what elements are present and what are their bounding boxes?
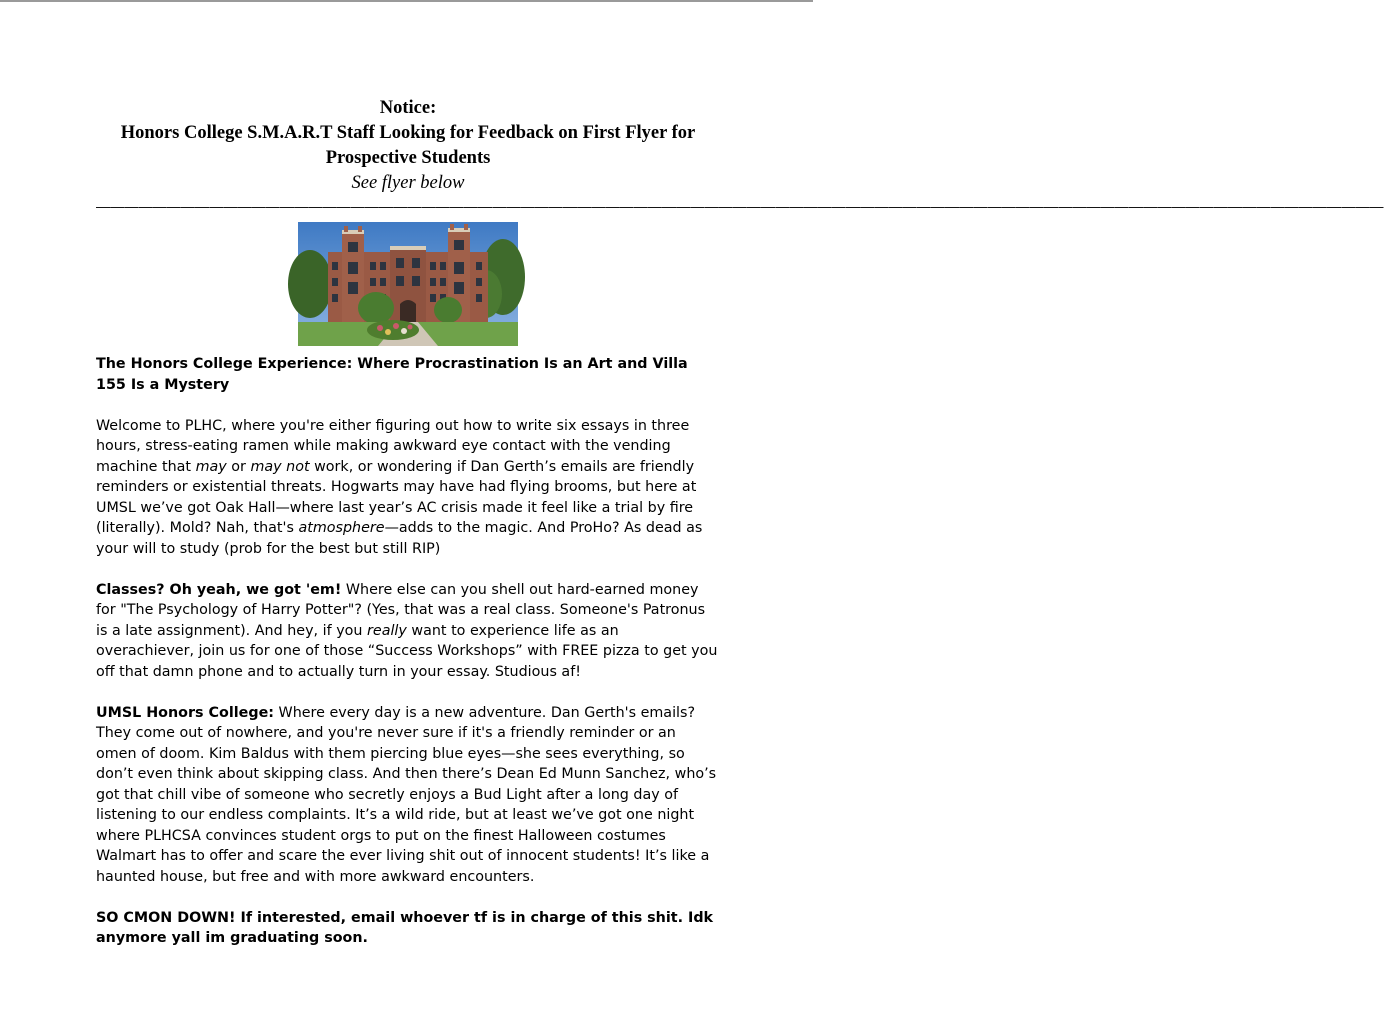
flyer-body [96,354,720,949]
page-top-border [0,0,813,2]
notice-title-line-1: Honors College S.M.A.R.T Staff Looking for Feedback on First Flyer for [120,123,696,143]
closing-call-to-action: SO CMON DOWN! If interested, email whoever tf is in charge of this shit. Idk anymore yall im graduating soon. [96,909,714,946]
notice-title-line-2: Prospective Students [325,148,491,168]
paragraph-classes-part-a: Where else can you shell out hard-earned money for "The Psychology of Harry Potter"? (Yes, that was a real class. Someone's Patronus is a late assignment). And hey, if you [96,581,706,639]
notice-label: Notice: [379,98,437,118]
emphasis-atmosphere: atmosphere [298,520,385,536]
paragraph-classes-lead: Classes? Oh yeah, we got 'em! [96,581,342,598]
paragraph-classes-part-b: want to experience life as an overachiever, join us for one of those “Success Workshops” with FREE pizza to get you off that damn phone and to actually turn in your essay. Studious af! [96,622,718,680]
paragraph-welcome [96,416,720,560]
notice-subtitle: See flyer below [351,173,465,193]
paragraph-honors-part-a: Where every day is a new adventure. Dan Gerth's emails? They come out of nowhere, and you're never sure if it's a friendly reminder or an omen of doom. Kim Baldus with them piercing blue eyes—she sees everything, so don’t even think about skipping class. And then there’s Dean Ed Munn Sanchez, who’s got that chill vibe of someone who secretly enjoys a Bud Light after a long day of listening to our endless complaints. It’s a wild ride, but at least we’ve got one night where PLHCSA convinces student orgs to put on the finest Halloween costumes Walmart has to offer and scare the ever living shit out of innocent students! It’s like a haunted house, but free and with more awkward encounters. [96,704,717,885]
flyer-heading: The Honors College Experience: Where Procrastination Is an Art and Villa 155 Is a Mystery [96,356,688,393]
divider-line: ——————————————————————————————————————————————————————————————————————————————————————————— [96,198,1384,214]
paragraph-honors-lead: UMSL Honors College: [96,704,275,721]
emphasis-really: really [367,622,407,639]
paragraph-welcome-part-a: Welcome to PLHC, where you're either figuring out how to write six essays in three hours, stress-eating ramen while making awkward eye contact with the vending machine that [96,417,690,475]
building-photo-icon [298,222,518,346]
emphasis-may-not: may not [250,458,310,475]
emphasis-may: may [195,458,227,475]
paragraph-welcome-part-c: work, or wondering if Dan Gerth’s emails are friendly reminders or existential threats. Hogwarts may have had flying brooms, but here at UMSL we’ve got Oak Hall—where last year’s AC crisis made it feel like a trial by fire (literally). Mold? Nah, that's [96,458,697,536]
paragraph-welcome-part-d: —adds to the magic. And ProHo? As dead as your will to study (prob for the best but still RIP) [96,520,703,557]
document-page [96,96,1384,949]
notice-header [96,96,720,196]
paragraph-honors-college [96,703,720,888]
paragraph-welcome-part-b: or [226,458,251,475]
paragraph-classes [96,580,720,683]
building-photo [298,222,518,346]
